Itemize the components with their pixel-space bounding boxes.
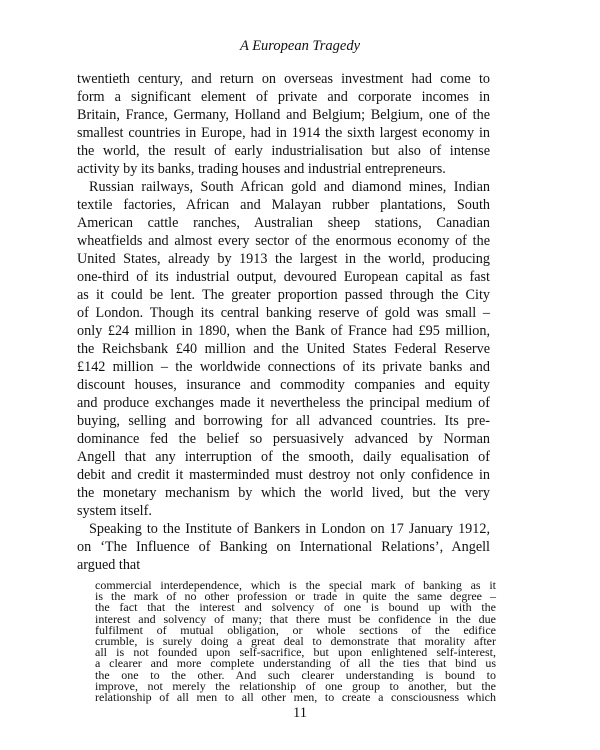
text-line: debit and credit it masterminded must destroy not only confidence in: [77, 467, 490, 483]
quote-line: interest and solvency of many; that there must be confidence in the due: [95, 611, 496, 626]
quote-line: is the mark of no other profession or trade in quite the same degree –: [95, 589, 496, 604]
text-line: Britain, France, Germany, Holland and Belgium; Belgium, one of the: [77, 107, 490, 123]
text-line: one-third of its industrial output, devoured European capital as fast: [77, 269, 490, 285]
quote-line: fulfilment of mutual obligation, or whole sections of the edifice: [95, 622, 496, 637]
text-line: Russian railways, South African gold and diamond mines, Indian: [89, 179, 490, 195]
text-line: discount houses, insurance and commodity companies and equity: [77, 377, 490, 393]
text-line: Angell that any interruption of the smooth, daily equalisation of: [77, 449, 490, 465]
text-line: activity by its banks, trading houses and industrial entrepreneurs.: [77, 161, 446, 177]
text-line: £142 million – the worldwide connections of its private banks and: [77, 359, 490, 375]
text-line: smallest countries in Europe, had in 1914 the sixth largest economy in: [77, 125, 490, 141]
quote-line: the fact that the interest and solvency of one is bound up with the: [95, 600, 496, 615]
text-line: Speaking to the Institute of Bankers in London on 17 January 1912,: [89, 521, 490, 537]
text-line: argued that: [77, 557, 141, 573]
quote-line: crumble, is surely doing a great deal to demonstrate that morality after: [95, 634, 496, 648]
text-line: twentieth century, and return on overseas investment had come to: [77, 71, 490, 87]
text-line: as it could be lent. The greater proportion passed through the City: [77, 287, 490, 303]
text-line: wheatfields and almost every sector of the enormous economy of the: [77, 233, 490, 249]
text-line: and produce exchanges made it nevertheless the principal medium of: [77, 395, 490, 411]
text-line: dominance fed the belief so persuasively advanced by Norman: [77, 431, 490, 447]
text-line: form a significant element of private and corporate incomes in: [77, 89, 490, 105]
quote-line: commercial interdependence, which is the special mark of banking as it: [95, 578, 496, 592]
text-line: American cattle ranches, Australian sheep stations, Canadian: [77, 215, 490, 231]
quote-line: a clearer and more complete understanding of all the ties that bind us: [95, 656, 496, 671]
page-number: 11: [293, 705, 307, 721]
quote-line: the one to the other. And such clearer understanding is bound to: [95, 667, 496, 682]
text-line: system itself.: [77, 503, 152, 519]
text-line: of London. Though its central banking reserve of gold was small –: [77, 305, 490, 321]
text-line: the world, the result of early industrialisation but also of intense: [77, 143, 490, 159]
text-line: the Reichsbank £40 million and the United States Federal Reserve: [77, 341, 490, 357]
text-line: on ‘The Influence of Banking on International Relations’, Angell: [77, 539, 490, 555]
text-line: the monetary mechanism by which the world lived, but the very: [77, 485, 490, 501]
text-line: United States, already by 1913 the largest in the world, producing: [77, 251, 490, 267]
running-head: A European Tragedy: [239, 38, 361, 54]
text-line: buying, selling and borrowing for all advanced countries. Its pre-: [77, 413, 490, 429]
text-line: only £24 million in 1890, when the Bank of France had £95 million,: [77, 323, 490, 339]
quote-line: improve, not merely the relationship of one group to another, but the: [95, 678, 496, 693]
text-line: textile factories, African and Malayan rubber plantations, South: [77, 197, 490, 213]
quote-line: relationship of all men to all other men, to create a consciousness which: [95, 690, 496, 704]
quote-line: all is not founded upon self-sacrifice, but upon enlightened self-interest,: [95, 645, 496, 660]
